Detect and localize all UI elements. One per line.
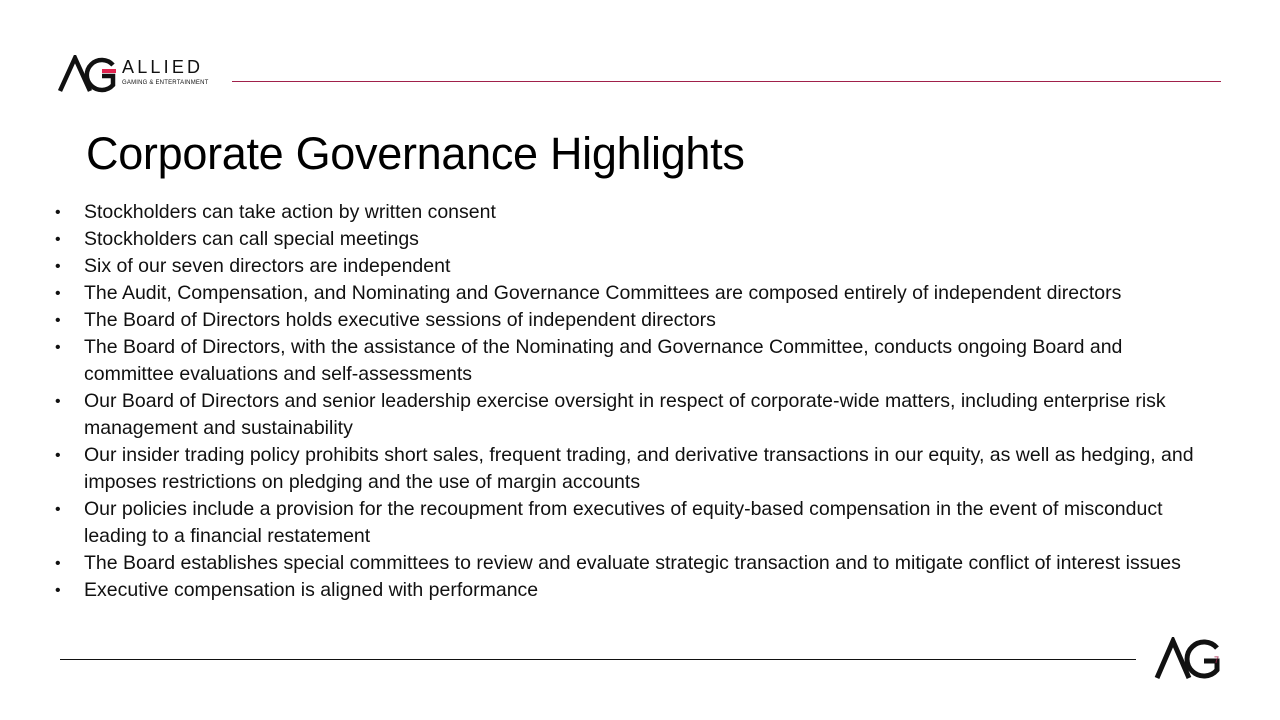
bullet-icon: • — [55, 393, 61, 410]
list-item — [50, 496, 1210, 550]
list-item-text: The Board of Directors, with the assistance of the Nominating and Governance Committee, conducts ongoing Board and committee evaluations and self-assessments — [84, 336, 1123, 385]
list-item — [50, 253, 1210, 280]
bullet-icon: • — [55, 555, 61, 572]
list-item-text: Our policies include a provision for the recoupment from executives of equity-based compensation in the event of misconduct leading to a financial restatement — [84, 498, 1163, 547]
header-divider — [232, 81, 1221, 82]
bullet-icon: • — [55, 447, 61, 464]
brand-name: ALLIED — [122, 57, 204, 77]
list-item-text: Our Board of Directors and senior leadership exercise oversight in respect of corporate-wide matters, including enterprise risk management and sustainability — [84, 390, 1166, 439]
bullet-icon: • — [55, 285, 61, 302]
bullet-icon: • — [55, 204, 61, 221]
list-item-text: Six of our seven directors are independent — [84, 255, 451, 277]
list-item — [50, 307, 1210, 334]
ag-footer-logo-icon — [1154, 637, 1222, 681]
bullet-icon: • — [55, 231, 61, 248]
bullet-icon: • — [55, 258, 61, 275]
slide-title: Corporate Governance Highlights — [86, 128, 745, 179]
list-item-text: Stockholders can take action by written consent — [84, 201, 496, 223]
list-item-text: Executive compensation is aligned with performance — [84, 579, 539, 601]
bullet-list — [50, 199, 1210, 604]
list-item-text: The Board of Directors holds executive sessions of independent directors — [84, 309, 716, 331]
list-item — [50, 550, 1210, 577]
bullet-icon: • — [55, 501, 61, 518]
list-item — [50, 334, 1210, 388]
list-item — [50, 388, 1210, 442]
list-item-text: Stockholders can call special meetings — [84, 228, 419, 250]
list-item — [50, 442, 1210, 496]
list-item-text: The Audit, Compensation, and Nominating and Governance Committees are composed entirely of independent directors — [84, 282, 1122, 304]
brand-subtitle: GAMING & ENTERTAINMENT — [122, 80, 209, 86]
list-item-text: Our insider trading policy prohibits short sales, frequent trading, and derivative transactions in our equity, as well as hedging, and imposes restrictions on pledging and the use of margin accounts — [84, 444, 1194, 493]
page-number: 7 — [1214, 655, 1220, 665]
footer-divider — [60, 659, 1136, 660]
ag-logo-icon — [58, 55, 120, 95]
bullet-icon: • — [55, 339, 61, 356]
bullet-icon: • — [55, 312, 61, 329]
list-item — [50, 280, 1210, 307]
list-item — [50, 199, 1210, 226]
brand-logo — [58, 55, 228, 95]
list-item — [50, 226, 1210, 253]
list-item — [50, 577, 1210, 604]
list-item-text: The Board establishes special committees to review and evaluate strategic transaction and to mitigate conflict of interest issues — [84, 552, 1181, 574]
bullet-icon: • — [55, 582, 61, 599]
